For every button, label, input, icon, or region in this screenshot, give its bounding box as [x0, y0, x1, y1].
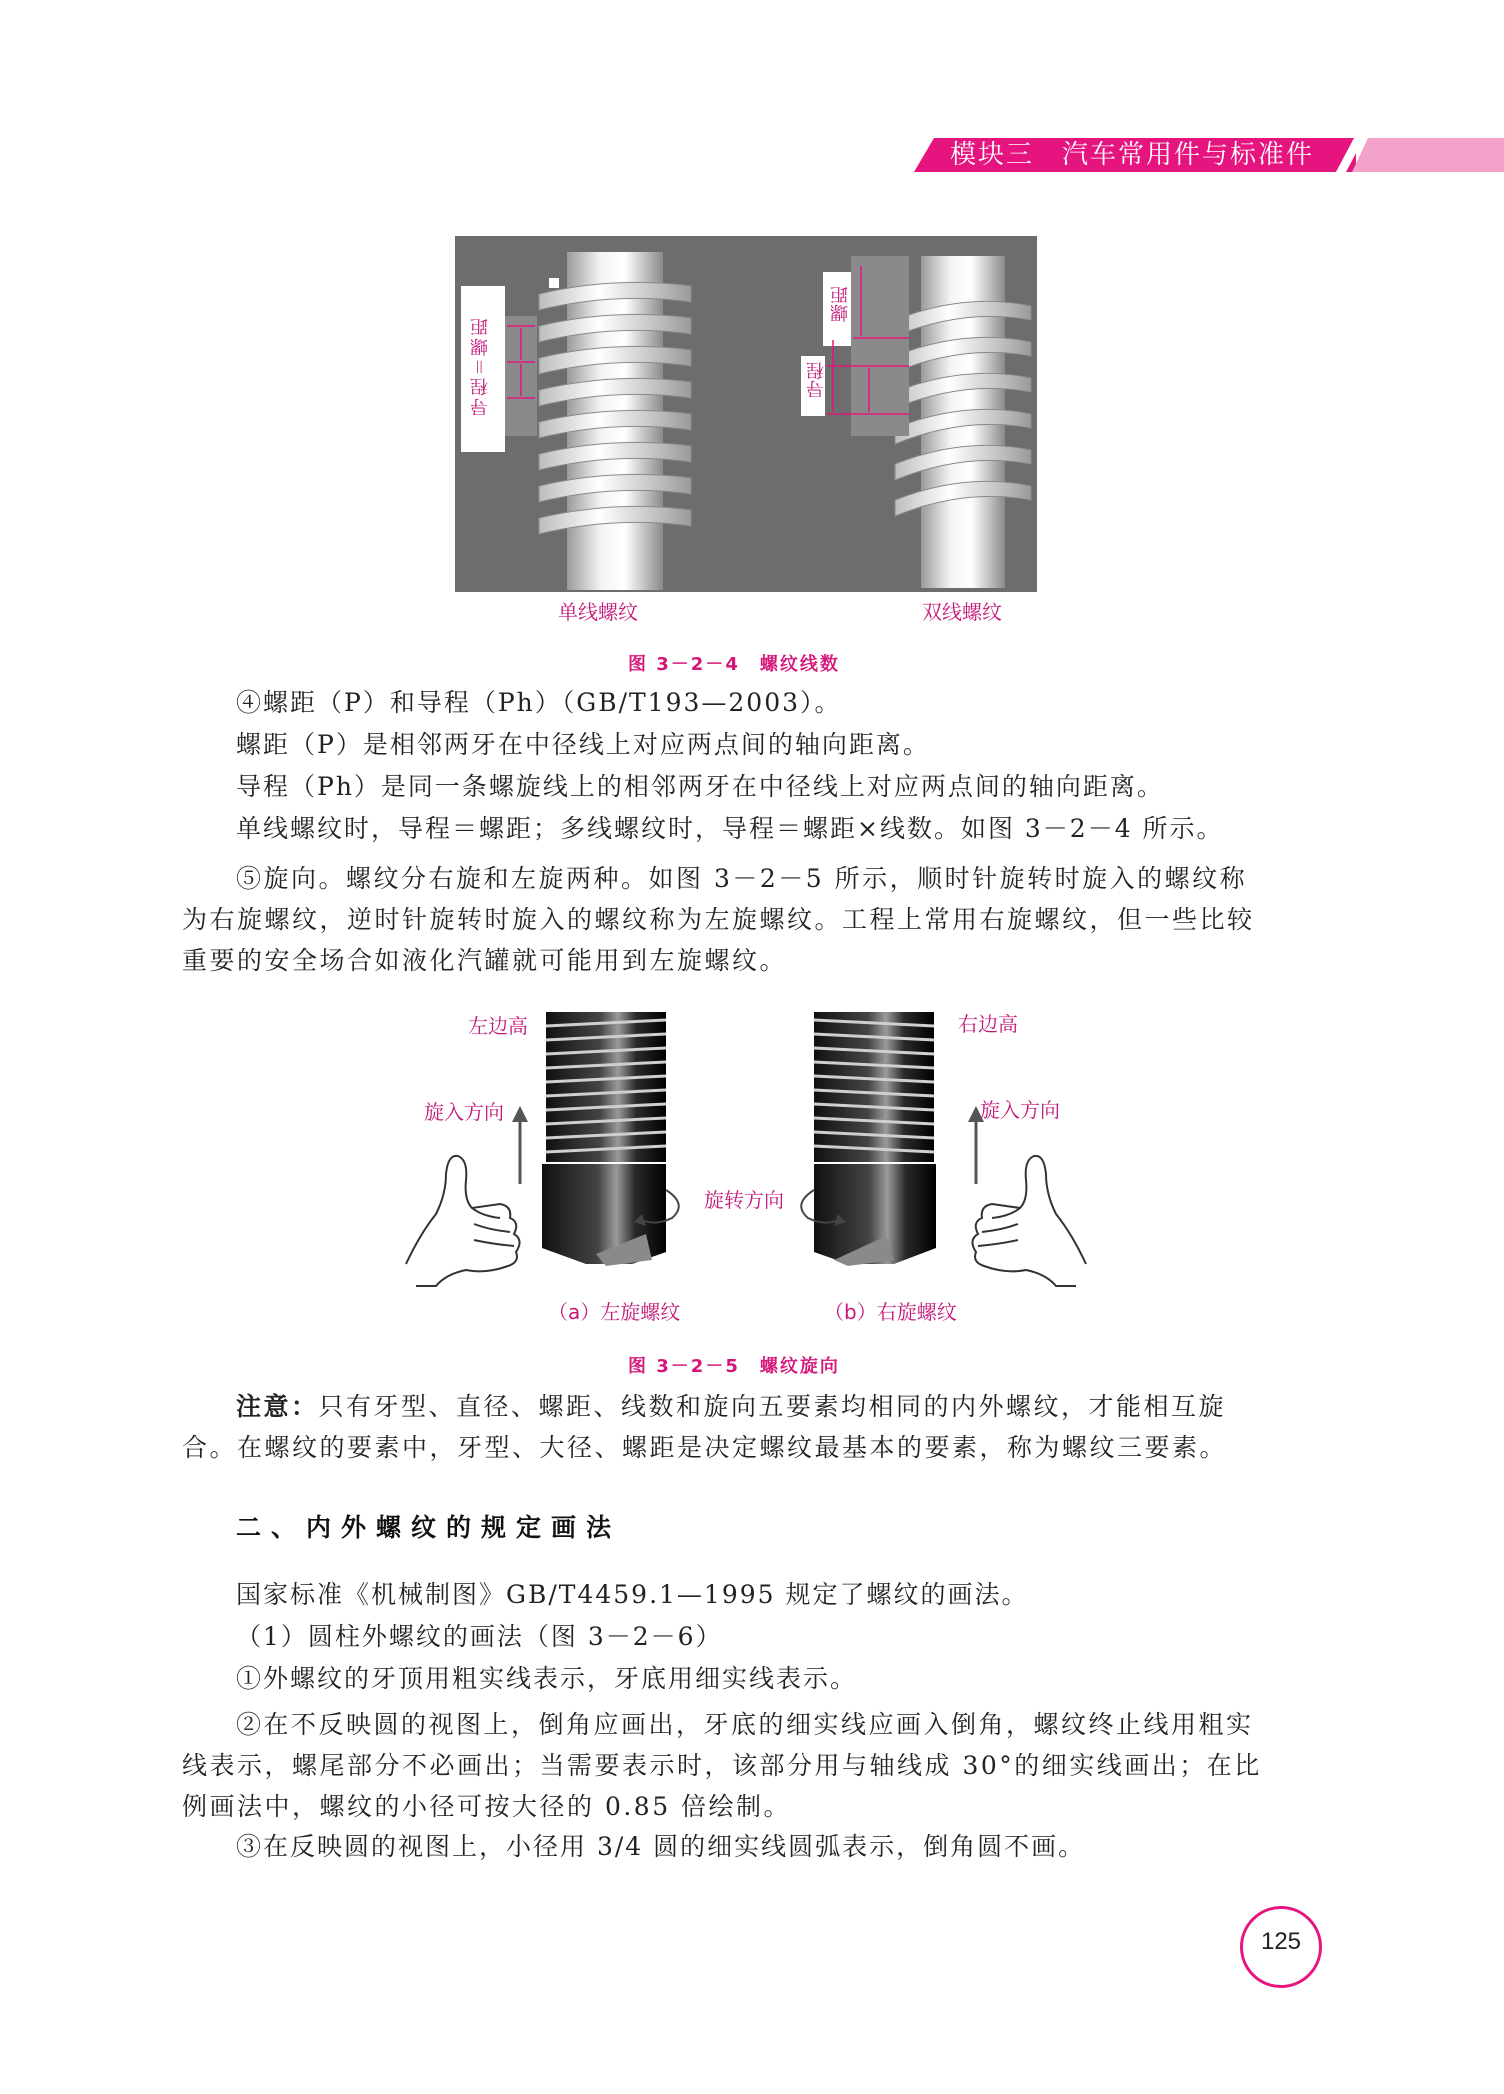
paragraph: （1）圆柱外螺纹的画法（图 3－2－6）: [236, 1622, 723, 1651]
label-right-high: 右边高: [958, 1012, 1018, 1036]
label-lead: 导程: [806, 362, 827, 398]
label-lead-equals-pitch: 导程＝螺距: [470, 316, 491, 416]
module-title: 模块三 汽车常用件与标准件: [950, 140, 1315, 170]
label-left-high: 左边高: [468, 1014, 528, 1038]
figure-title: 图 3－2－4 螺纹线数: [628, 654, 840, 675]
section-title: 二、内外螺纹的规定画法: [236, 1513, 622, 1542]
paragraph: ②在不反映圆的视图上，倒角应画出，牙底的细实线应画入倒角，螺纹终止线用粗实线表示，螺尾部分不必画出；当需要表示时，该部分用与轴线成 30°的细实线画出；在比例画法中，螺纹的小径可按大径的 0.85 倍绘制。: [182, 1710, 1262, 1821]
caption-right-hand-thread: （b）右旋螺纹: [824, 1300, 957, 1324]
label-screw-in-left: 旋入方向: [424, 1100, 504, 1124]
caption-double-thread: 双线螺纹: [922, 600, 1002, 624]
label-rotation: 旋转方向: [704, 1188, 784, 1212]
paragraph: ④螺距（P）和导程（Ph）（GB/T193—2003）。: [236, 688, 842, 717]
figure-title: 图 3－2－5 螺纹旋向: [628, 1356, 840, 1377]
header-banner-accent: [1352, 138, 1504, 172]
label-pitch: 螺距: [830, 286, 851, 322]
page-number: 125: [1260, 1928, 1302, 1955]
paragraph: 导程（Ph）是同一条螺旋线上的相邻两牙在中径线上对应两点间的轴向距离。: [236, 772, 1164, 801]
paragraph: 国家标准《机械制图》GB/T4459.1—1995 规定了螺纹的画法。: [236, 1580, 1029, 1609]
figure-thread-count: [455, 236, 1037, 592]
paragraph: 螺距（P）是相邻两牙在中径线上对应两点间的轴向距离。: [236, 730, 930, 759]
caption-left-hand-thread: （a）左旋螺纹: [548, 1300, 681, 1324]
note-paragraph: [182, 1386, 1262, 1468]
note-text: 只有牙型、直径、螺距、线数和旋向五要素均相同的内外螺纹，才能相互旋合。在螺纹的要素中，牙型、大径、螺距是决定螺纹最基本的要素，称为螺纹三要素。: [182, 1392, 1228, 1462]
paragraph: 单线螺纹时，导程＝螺距；多线螺纹时，导程＝螺距×线数。如图 3－2－4 所示。: [236, 814, 1224, 843]
thread-direction-photo: [396, 1004, 1096, 1304]
label-screw-in-right: 旋入方向: [980, 1098, 1060, 1122]
paragraph: ⑤旋向。螺纹分右旋和左旋两种。如图 3－2－5 所示，顺时针旋转时旋入的螺纹称为右旋螺纹，逆时针旋转时旋入的螺纹称为左旋螺纹。工程上常用右旋螺纹，但一些比较重要的安全场合如液化汽罐就可能用到左旋螺纹。: [182, 864, 1255, 975]
note-label: 注意：: [236, 1392, 319, 1421]
paragraph: ③在反映圆的视图上，小径用 3/4 圆的细实线圆弧表示，倒角圆不画。: [236, 1832, 1086, 1861]
figure-thread-direction: [396, 1004, 1096, 1304]
thread-count-photo: [455, 236, 1037, 592]
paragraph: ①外螺纹的牙顶用粗实线表示，牙底用细实线表示。: [236, 1664, 858, 1693]
caption-single-thread: 单线螺纹: [558, 600, 638, 624]
